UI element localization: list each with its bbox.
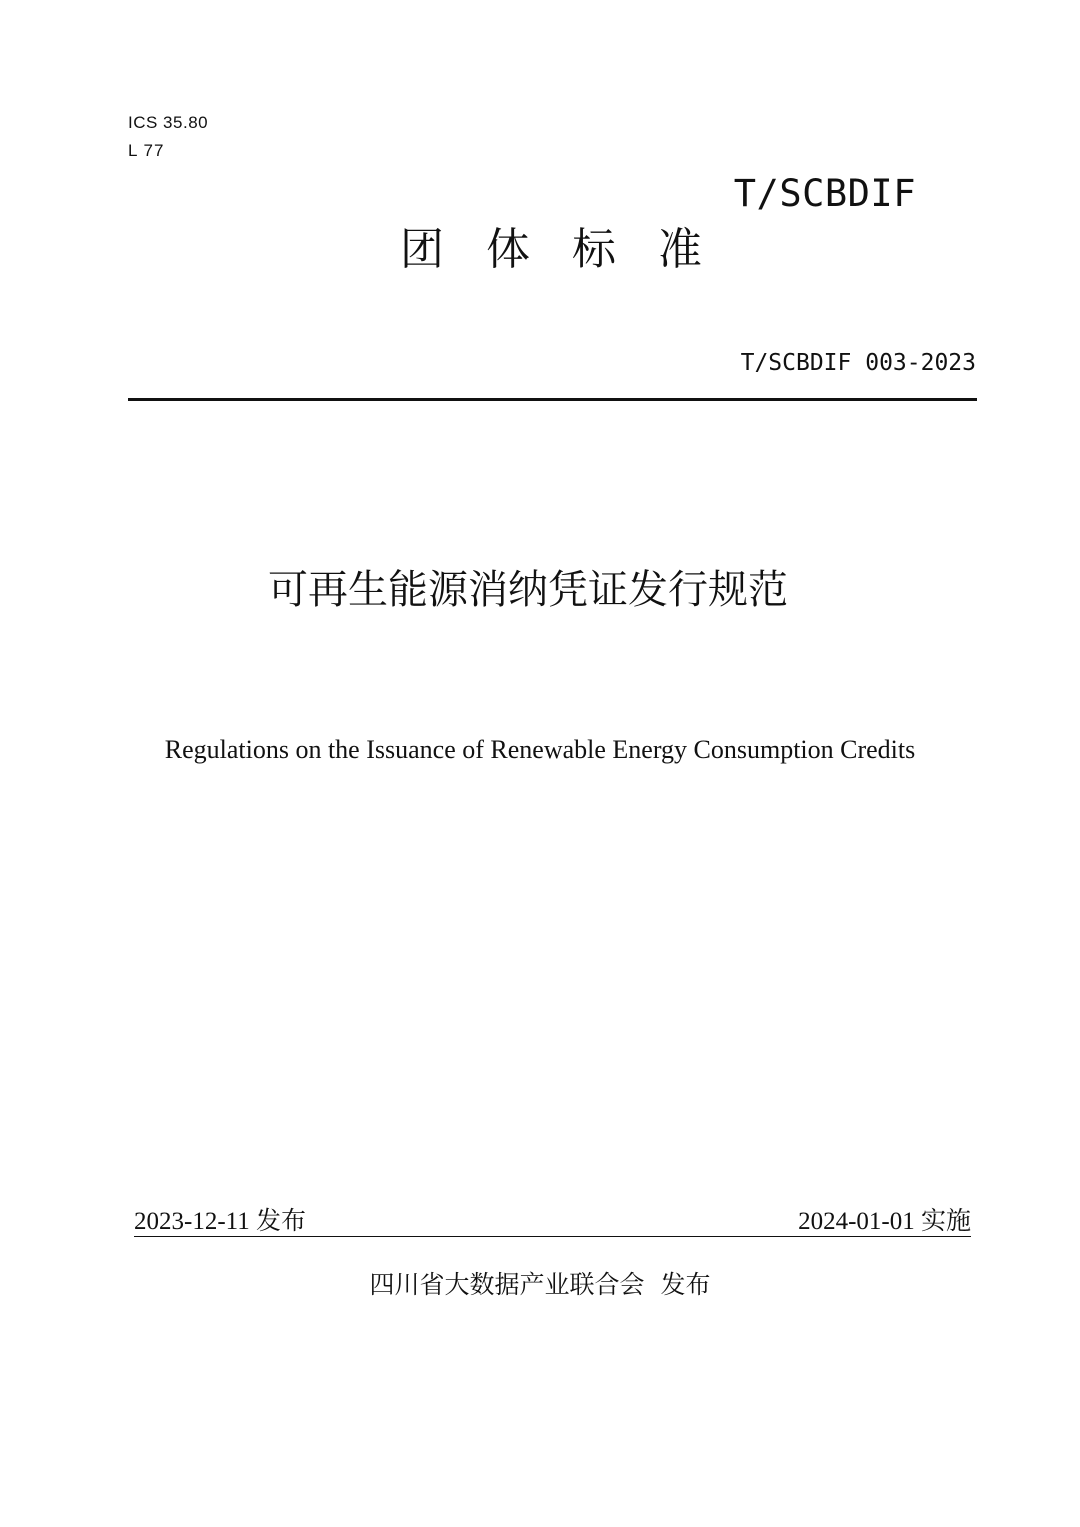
date-divider (134, 1236, 971, 1237)
release-date-block (134, 1206, 306, 1237)
header-divider (128, 398, 977, 401)
publisher-line (0, 1268, 1080, 1302)
release-label: 发布 (255, 1206, 306, 1235)
classification-code: L 77 (128, 141, 165, 160)
title-english: Regulations on the Issuance of Renewable Energy Consumption Credits (164, 735, 916, 764)
standard-number: T/SCBDIF 003-2023 (740, 350, 976, 376)
effective-date: 2024-01-01 (798, 1208, 915, 1235)
ics-code: ICS 35.80 (128, 113, 209, 132)
publisher-name: 四川省大数据产业联合会 (369, 1270, 645, 1299)
effective-label: 实施 (920, 1206, 971, 1235)
standard-prefix: T/SCBDIF (733, 172, 916, 215)
release-date: 2023-12-11 (134, 1208, 250, 1235)
standard-type: 团体标准 (400, 224, 744, 275)
publisher-action: 发布 (660, 1270, 711, 1299)
effective-date-block (798, 1206, 971, 1237)
title-chinese: 可再生能源消纳凭证发行规范 (268, 567, 788, 613)
date-row (134, 1206, 971, 1238)
